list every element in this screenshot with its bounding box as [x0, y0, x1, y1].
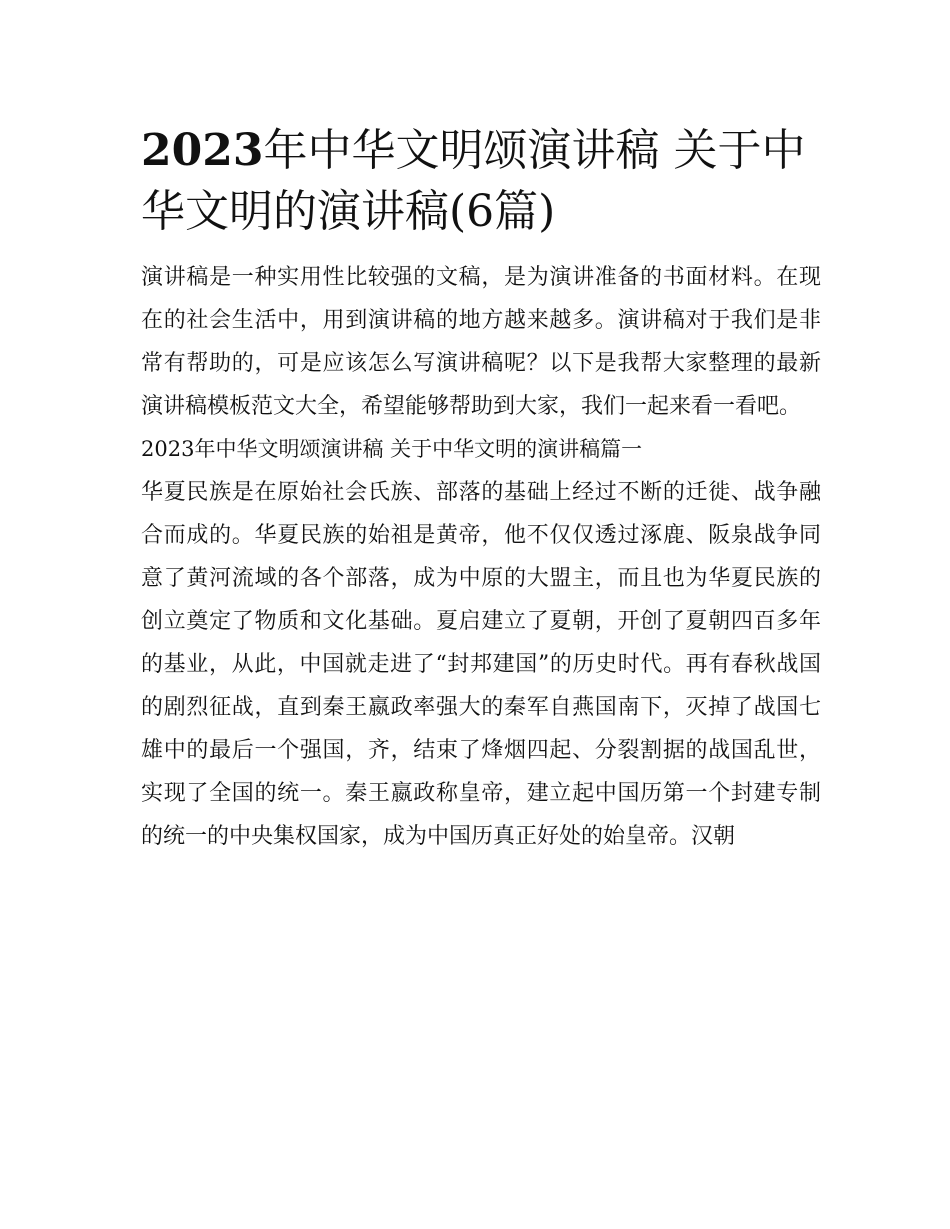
document-title-text: 年中华文明颂演讲稿 关于中华文明的演讲稿(6篇) [141, 125, 806, 237]
document-title [141, 120, 821, 242]
section-heading: 2023年中华文明颂演讲稿 关于中华文明的演讲稿篇一 [141, 437, 643, 461]
body-paragraph: 华夏民族是在原始社会氏族、部落的基础上经过不断的迁徙、战争融合而成的。华夏民族的始祖是黄帝，他不仅仅透过涿鹿、阪泉战争同意了黄河流域的各个部落，成为中原的大盟主，而且也为华夏民族的创立奠定了物质和文化基础。夏启建立了夏朝，开创了夏朝四百多年的基业，从此，中国就走进了“封邦建国”的历史时代。再有春秋战国的剧烈征战，直到秦王嬴政率强大的秦军自燕国南下，灭掉了战国七雄中的最后一个强国，齐，结束了烽烟四起、分裂割据的战国乱世，实现了全国的统一。秦王嬴政称皇帝，建立起中国历第一个封建专制的统一的中央集权国家，成为中国历真正好处的始皇帝。汉朝 [141, 480, 821, 849]
document-title-year: 2023 [141, 125, 264, 176]
intro-paragraph: 演讲稿是一种实用性比较强的文稿，是为演讲准备的书面材料。在现在的社会生活中，用到演讲稿的地方越来越多。演讲稿对于我们是非常有帮助的，可是应该怎么写演讲稿呢？以下是我帮大家整理的最新演讲稿模板范文大全，希望能够帮助到大家，我们一起来看一看吧。 [141, 265, 821, 419]
document-content [141, 120, 821, 858]
